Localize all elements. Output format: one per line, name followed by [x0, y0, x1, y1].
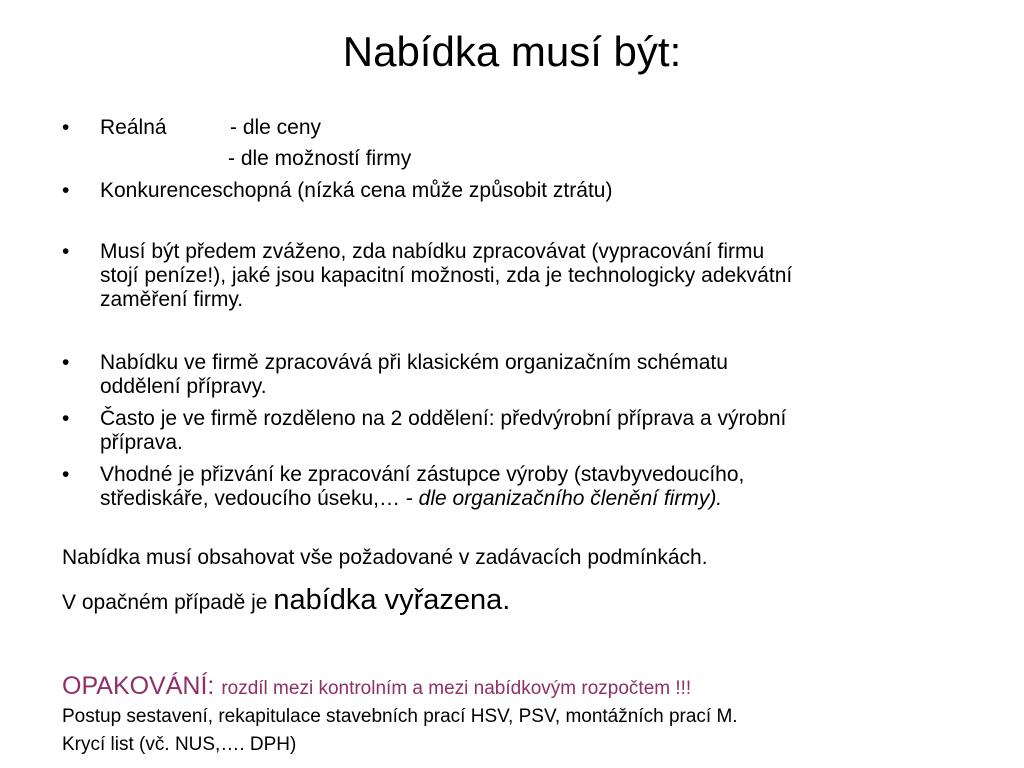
- bullet-dot: •: [62, 240, 70, 263]
- statement-rejection-emphasis: nabídka vyřazena.: [273, 584, 511, 616]
- bullet-line: [100, 487, 980, 511]
- realna-detail-capacity: - dle možností firmy: [228, 147, 412, 170]
- statement-rejection-plain: V opačném případě je: [62, 591, 274, 614]
- bullet-line: oddělení přípravy.: [100, 375, 267, 398]
- review-text: rozdíl mezi kontrolním a mezi nabídkovým rozpočtem !!!: [221, 678, 692, 699]
- bullet-line: Musí být předem zváženo, zda nabídku zpracovávat (vypracování firmu: [100, 240, 765, 263]
- bullet-line: zaměření firmy.: [100, 288, 244, 311]
- bullet-line: Často je ve firmě rozděleno na 2 oddělení: předvýrobní příprava a výrobní: [100, 407, 787, 430]
- bullet-dot: •: [62, 116, 70, 139]
- bullet-label-realna: Reálná: [100, 116, 167, 139]
- bullet-line-plain: střediskáře, vedoucího úseku,… -: [100, 487, 419, 510]
- bullet-dot: •: [62, 463, 70, 486]
- bullet-line: Nabídku ve firmě zpracovává při klasickém organizačním schématu: [100, 351, 728, 374]
- bullet-dot: •: [62, 407, 70, 430]
- bullet-line: příprava.: [100, 431, 183, 454]
- footer-line-cover-sheet: Krycí list (vč. NUS,…. DPH): [62, 734, 297, 755]
- review-label: OPAKOVÁNÍ:: [62, 672, 222, 700]
- realna-detail-price: - dle ceny: [230, 116, 322, 139]
- bullet-line: stojí peníze!), jaké jsou kapacitní možnosti, zda je technologicky adekvátní: [100, 264, 793, 287]
- bullet-dot: •: [62, 179, 70, 202]
- statement-rejection: [62, 583, 510, 620]
- bullet-dot: •: [62, 351, 70, 374]
- review-line: [62, 671, 691, 704]
- bullet-line-italic: dle organizačního členění firmy).: [418, 487, 723, 510]
- bullet-line: Vhodné je přizvání ke zpracování zástupce výroby (stavbyvedoucího,: [100, 463, 745, 486]
- statement-requirements: Nabídka musí obsahovat vše požadované v zadávacích podmínkách.: [62, 546, 708, 569]
- footer-line-procedure: Postup sestavení, rekapitulace stavebních prací HSV, PSV, montážních prací M.: [62, 706, 738, 727]
- slide-title: Nabídka musí být:: [342, 28, 682, 75]
- bullet-text-competitive: Konkurenceschopná (nízká cena může způsobit ztrátu): [100, 179, 613, 202]
